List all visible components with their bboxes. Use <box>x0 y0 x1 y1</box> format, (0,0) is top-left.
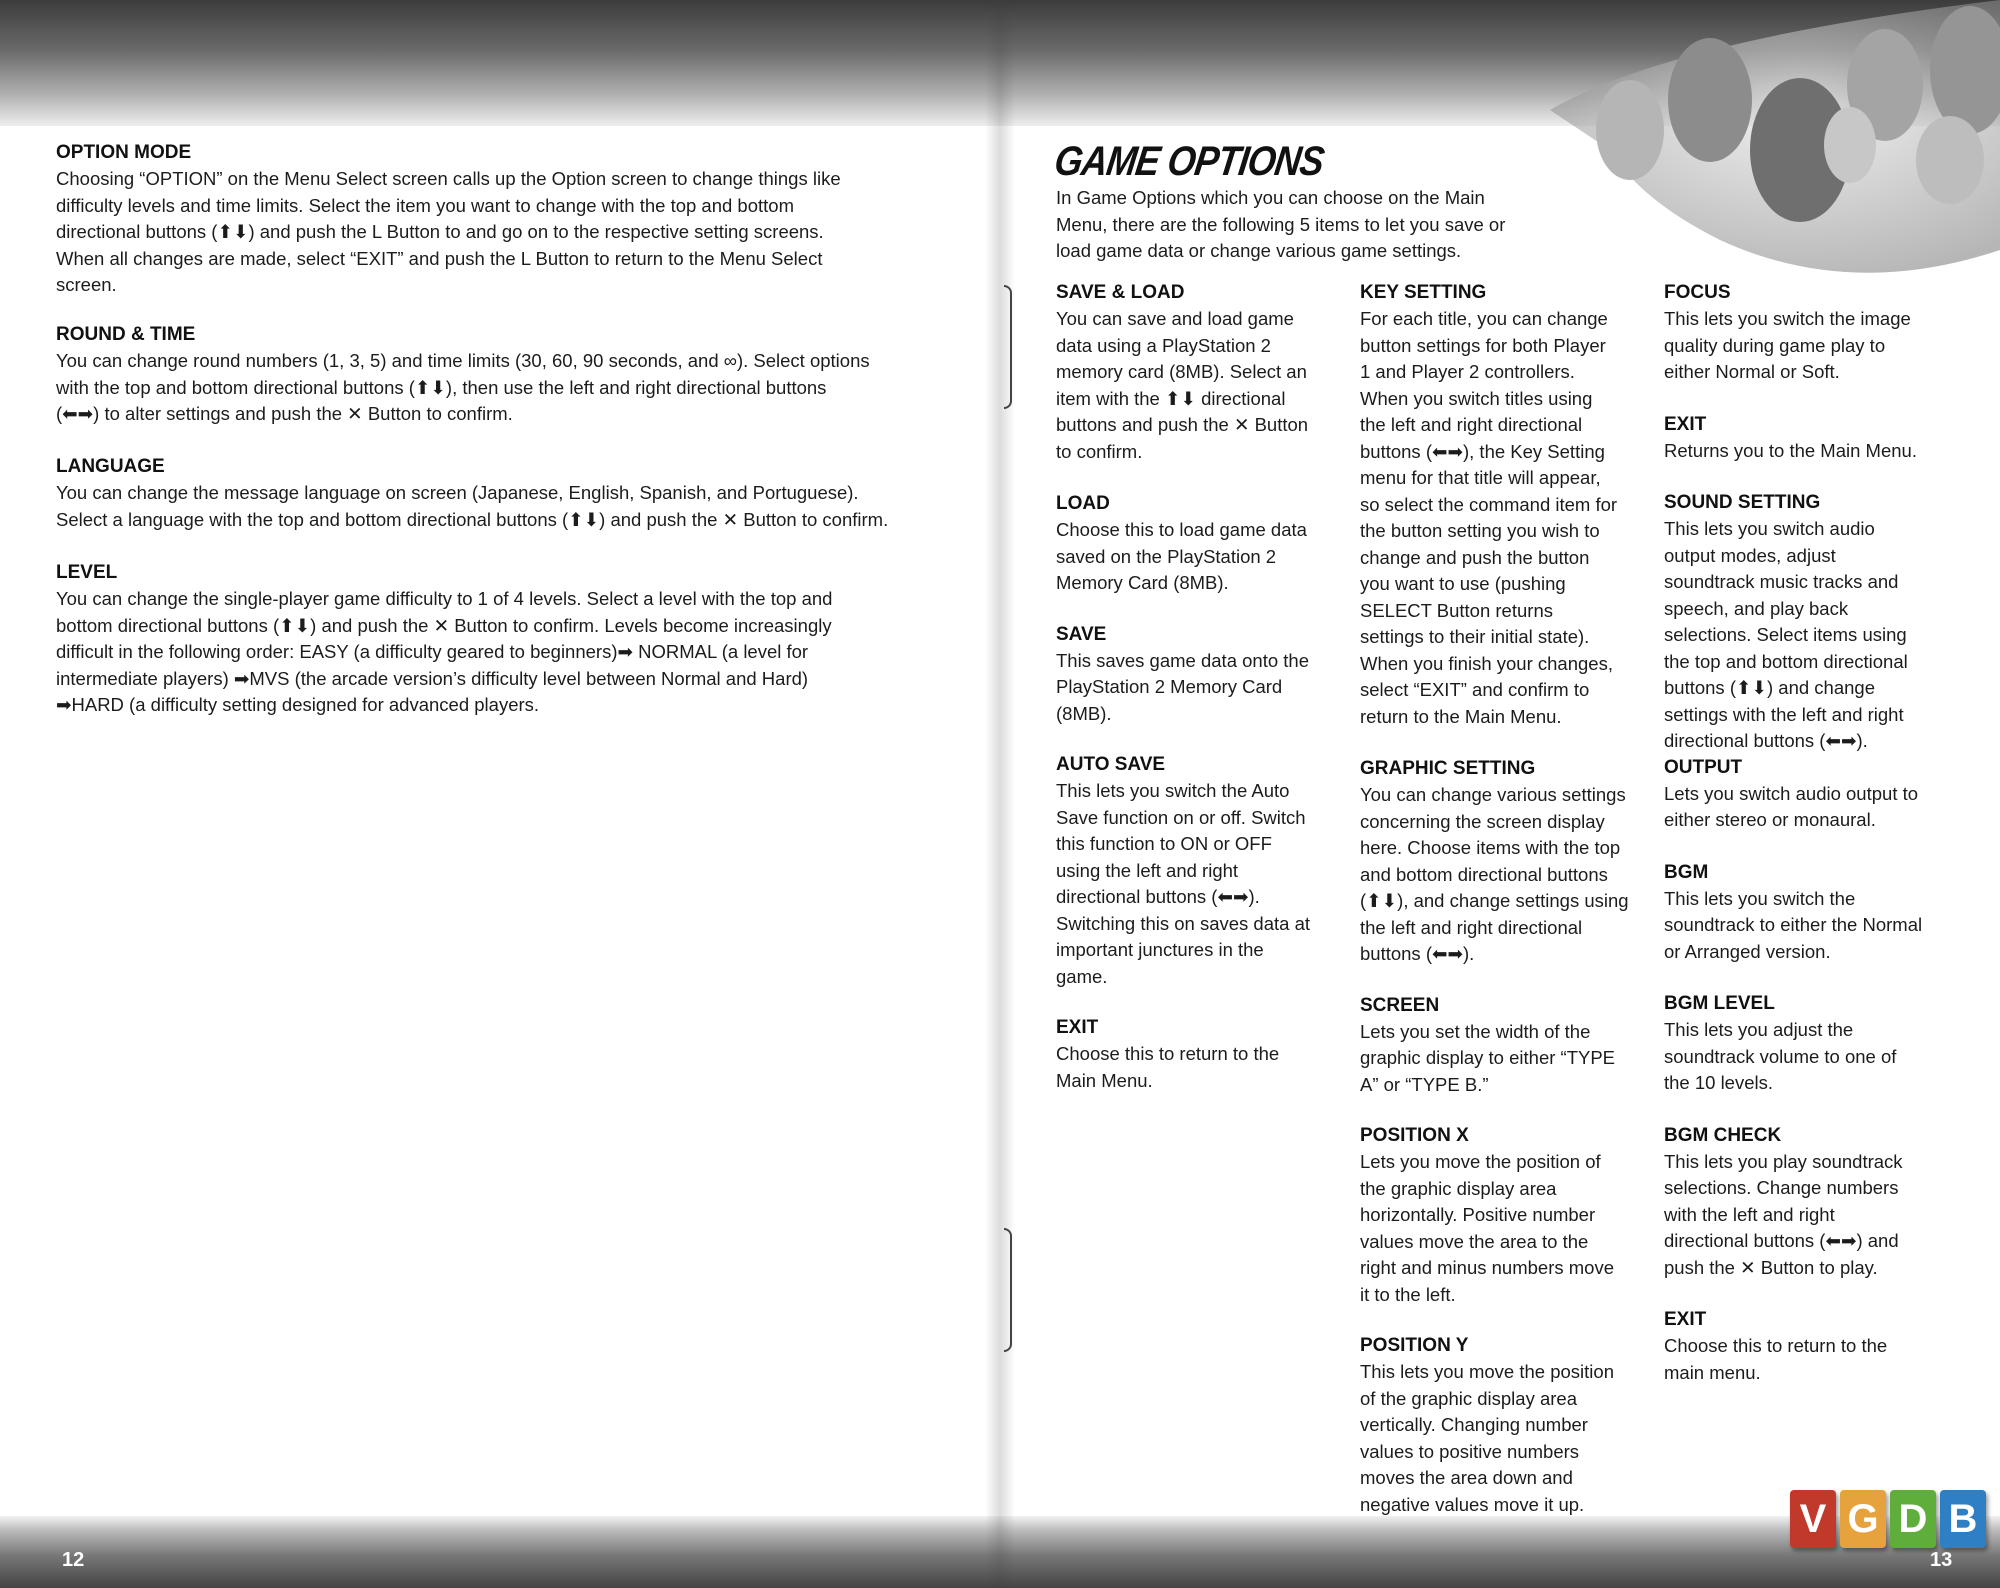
body-line: the button setting you wish to <box>1360 520 1600 541</box>
section-heading: BGM CHECK <box>1664 1124 1782 1146</box>
section-heading: LOAD <box>1056 493 1110 514</box>
top-banner <box>0 0 1000 126</box>
body-line: buttons (⬅➡), the Key Setting <box>1360 440 1605 462</box>
body-line: horizontally. Positive number <box>1360 1204 1596 1225</box>
body-line: Main Menu. <box>1056 1069 1153 1091</box>
section-heading: OUTPUT <box>1664 756 1743 778</box>
body-line: Choose this to return to the <box>1056 1043 1280 1064</box>
body-line: Choose this to return to the <box>1664 1335 1888 1356</box>
section-heading: SAVE <box>1056 623 1107 645</box>
body-line: Lets you set the width of the <box>1360 1020 1591 1042</box>
section-language <box>56 454 888 533</box>
body-line: This lets you adjust the <box>1664 1019 1854 1040</box>
body-line: For each title, you can change <box>1360 308 1608 329</box>
bottom-banner <box>0 1516 1000 1588</box>
body-line: When all changes are made, select “EXIT” and push the L Button to return to the Menu Select <box>56 247 823 269</box>
section-option-mode <box>56 140 841 299</box>
column-section <box>1056 622 1341 728</box>
column-section <box>1056 752 1341 990</box>
body-line: soundtrack music tracks and <box>1664 571 1899 592</box>
section-heading: POSITION X <box>1360 1125 1469 1146</box>
body-line: main menu. <box>1664 1361 1761 1383</box>
body-line: negative values move it up. <box>1360 1493 1585 1515</box>
body-line: directional buttons (⬆⬇) and push the L Button to and go on to the respective setting screens. <box>56 221 824 242</box>
body-line: Menu, there are the following 5 items to let you save or <box>1056 213 1506 235</box>
body-line: This lets you switch the <box>1664 887 1856 909</box>
body-line: selections. Change numbers <box>1664 1177 1899 1198</box>
page-number: 12 <box>62 1549 85 1571</box>
body-line: PlayStation 2 Memory Card <box>1056 676 1283 697</box>
body-line: selections. Select items using <box>1664 624 1907 645</box>
body-line: bottom directional buttons (⬆⬇) and push the ✕ Button to confirm. Levels become increasingly <box>56 614 832 636</box>
body-line: (⬆⬇), and change settings using <box>1360 890 1629 911</box>
section-heading: AUTO SAVE <box>1056 754 1166 775</box>
body-line: Returns you to the Main Menu. <box>1664 439 1917 461</box>
body-line: Choosing “OPTION” on the Menu Select screen calls up the Option screen to change things like <box>56 168 841 189</box>
staple-mark <box>1004 1228 1012 1352</box>
body-line: In Game Options which you can choose on the Main <box>1056 187 1485 208</box>
body-line: the top and bottom directional <box>1664 650 1908 672</box>
column <box>1360 280 1645 1518</box>
book-spine <box>985 0 1015 1588</box>
column <box>1056 280 1341 1094</box>
body-line: the 10 levels. <box>1664 1072 1774 1093</box>
body-line: right and minus numbers move <box>1360 1257 1614 1278</box>
body-line: Save function on or off. Switch <box>1056 806 1306 828</box>
body-line: the left and right directional <box>1360 414 1583 435</box>
body-line: buttons (⬆⬇) and change <box>1664 677 1875 698</box>
body-line: to confirm. <box>1056 440 1143 462</box>
body-line: This lets you switch the Auto <box>1056 780 1290 801</box>
body-line: button settings for both Player <box>1360 334 1606 356</box>
body-line: output modes, adjust <box>1664 544 1836 566</box>
section-heading: SOUND SETTING <box>1664 492 1821 513</box>
body-line: directional buttons (⬅➡). <box>1056 886 1260 907</box>
column-section <box>1056 1015 1341 1094</box>
body-line: values move the area to the <box>1360 1230 1589 1252</box>
section-heading: EXIT <box>1664 1309 1707 1330</box>
body-line: and bottom directional buttons <box>1360 863 1608 885</box>
body-line: soundtrack to either the Normal <box>1664 914 1923 935</box>
logo-letter: B <box>1940 1490 1986 1548</box>
body-line: graphic display to either “TYPE <box>1360 1047 1616 1068</box>
body-line: so select the command item for <box>1360 493 1618 515</box>
body-line: buttons (⬅➡). <box>1360 943 1475 964</box>
section-heading: POSITION Y <box>1360 1335 1469 1356</box>
body-line: saved on the PlayStation 2 <box>1056 545 1277 567</box>
body-line: screen. <box>56 274 117 295</box>
body-line: settings to their initial state). <box>1360 626 1590 647</box>
section-heading: EXIT <box>1664 413 1707 435</box>
section-heading: KEY SETTING <box>1360 282 1487 303</box>
column-section <box>1664 860 1949 966</box>
body-line: it to the left. <box>1360 1283 1456 1305</box>
column-section <box>1360 756 1645 968</box>
body-line: with the top and bottom directional buttons (⬆⬇), then use the left and right directional buttons <box>56 376 827 398</box>
body-line: This saves game data onto the <box>1056 649 1309 671</box>
column-section <box>1664 991 1949 1097</box>
body-line: return to the Main Menu. <box>1360 705 1562 727</box>
body-line: (8MB). <box>1056 702 1112 724</box>
body-line: memory card (8MB). Select an <box>1056 361 1307 382</box>
body-line: speech, and play back <box>1664 597 1849 619</box>
body-line: directional buttons (⬅➡). <box>1664 730 1868 751</box>
body-line: When you finish your changes, <box>1360 652 1613 674</box>
body-line: you want to use (pushing <box>1360 573 1566 594</box>
column-section <box>1664 1307 1949 1386</box>
logo-letter: D <box>1890 1490 1936 1548</box>
body-line: Switching this on saves data at <box>1056 912 1311 934</box>
section-heading: ROUND & TIME <box>56 324 196 345</box>
section-heading: BGM <box>1664 861 1709 883</box>
column <box>1664 280 1949 1386</box>
body-line: load game data or change various game settings. <box>1056 240 1462 261</box>
column-section <box>1360 1123 1645 1308</box>
intro-paragraph <box>1056 185 1505 265</box>
character-portraits-image <box>1550 0 2000 290</box>
body-line: Lets you move the position of <box>1360 1151 1601 1172</box>
body-line: item with the ⬆⬇ directional <box>1056 387 1286 409</box>
column-section <box>1360 993 1645 1099</box>
section-heading: BGM LEVEL <box>1664 993 1775 1014</box>
section-level <box>56 560 832 719</box>
column-section <box>1360 1333 1645 1518</box>
column-section <box>1664 280 1949 386</box>
body-line: This lets you switch audio <box>1664 518 1875 539</box>
body-line: select “EXIT” and confirm to <box>1360 679 1590 700</box>
vgdb-watermark-logo <box>1790 1490 1986 1548</box>
body-line: intermediate players) ➡MVS (the arcade version’s difficulty level between Normal and Hard) <box>56 667 809 689</box>
body-line: moves the area down and <box>1360 1467 1573 1488</box>
body-line: game. <box>1056 965 1108 987</box>
body-line: or Arranged version. <box>1664 940 1831 962</box>
body-line: Choose this to load game data <box>1056 519 1307 540</box>
body-line: this function to ON or OFF <box>1056 833 1272 854</box>
section-heading: LEVEL <box>56 562 118 583</box>
logo-letter: G <box>1840 1490 1886 1548</box>
body-line: You can change the single-player game difficulty to 1 of 4 levels. Select a level with the top and <box>56 588 833 609</box>
body-line: buttons and push the ✕ Button <box>1056 414 1309 435</box>
section-heading: GRAPHIC SETTING <box>1360 758 1536 779</box>
section-heading: LANGUAGE <box>56 456 165 477</box>
page-title: GAME OPTIONS <box>1051 136 1327 184</box>
body-line: menu for that title will appear, <box>1360 467 1601 488</box>
section-heading: OPTION MODE <box>56 142 192 163</box>
body-line: This lets you move the position <box>1360 1361 1614 1382</box>
body-line: directional buttons (⬅➡) and <box>1664 1230 1899 1251</box>
body-line: either Normal or Soft. <box>1664 361 1840 382</box>
body-line: the left and right directional <box>1360 916 1583 938</box>
body-line: the graphic display area <box>1360 1177 1557 1199</box>
section-heading: FOCUS <box>1664 282 1731 303</box>
body-line: values to positive numbers <box>1360 1440 1580 1462</box>
body-line: vertically. Changing number <box>1360 1414 1588 1435</box>
body-line: with the left and right <box>1664 1203 1835 1225</box>
body-line: This lets you switch the image <box>1664 308 1911 329</box>
body-line: here. Choose items with the top <box>1360 837 1621 858</box>
column-section <box>1664 1123 1949 1282</box>
body-line: You can change various settings <box>1360 784 1626 805</box>
body-line: concerning the screen display <box>1360 810 1605 832</box>
section-heading: SAVE & LOAD <box>1056 282 1185 303</box>
body-line: When you switch titles using <box>1360 387 1593 409</box>
body-line: using the left and right <box>1056 859 1239 881</box>
body-line: You can change the message language on screen (Japanese, English, Spanish, and Portuguese). <box>56 482 859 503</box>
body-line: SELECT Button returns <box>1360 599 1553 621</box>
section-heading: EXIT <box>1056 1017 1099 1038</box>
body-line: push the ✕ Button to play. <box>1664 1256 1878 1278</box>
column-section <box>1360 280 1645 730</box>
column-section <box>1056 491 1341 597</box>
body-line: (⬅➡) to alter settings and push the ✕ Button to confirm. <box>56 403 513 424</box>
column-section <box>1664 490 1949 755</box>
column-section <box>1664 412 1949 465</box>
body-line: Lets you switch audio output to <box>1664 782 1919 804</box>
body-line: difficulty levels and time limits. Select the item you want to change with the top and bottom <box>56 194 794 216</box>
body-line: change and push the button <box>1360 546 1590 568</box>
column-section <box>1664 755 1949 834</box>
body-line: 1 and Player 2 controllers. <box>1360 361 1575 382</box>
body-line: either stereo or monaural. <box>1664 809 1876 830</box>
body-line: A” or “TYPE B.” <box>1360 1073 1489 1095</box>
body-line: Memory Card (8MB). <box>1056 572 1229 593</box>
section-round-time <box>56 322 870 428</box>
body-line: of the graphic display area <box>1360 1387 1577 1409</box>
body-line: soundtrack volume to one of <box>1664 1045 1897 1067</box>
section-heading: SCREEN <box>1360 994 1440 1016</box>
body-line: quality during game play to <box>1664 334 1886 356</box>
staple-mark <box>1004 285 1012 409</box>
body-line: This lets you play soundtrack <box>1664 1150 1903 1172</box>
body-line: difficult in the following order: EASY (a difficulty geared to beginners)➡ NORMAL (a level for <box>56 641 809 662</box>
column-section <box>1056 280 1341 465</box>
body-line: You can save and load game <box>1056 308 1294 329</box>
right-page <box>1000 0 2000 1588</box>
body-line: You can change round numbers (1, 3, 5) and time limits (30, 60, 90 seconds, and ∞). Select options <box>56 350 870 371</box>
body-line: settings with the left and right <box>1664 703 1904 725</box>
body-line: data using a PlayStation 2 <box>1056 334 1271 356</box>
logo-letter: V <box>1790 1490 1836 1548</box>
body-line: important junctures in the <box>1056 939 1264 960</box>
page-number: 13 <box>1930 1549 1953 1571</box>
body-line: Select a language with the top and bottom directional buttons (⬆⬇) and push the ✕ Button to confirm. <box>56 508 889 530</box>
body-line: ➡HARD (a difficulty setting designed for advanced players. <box>56 694 540 715</box>
